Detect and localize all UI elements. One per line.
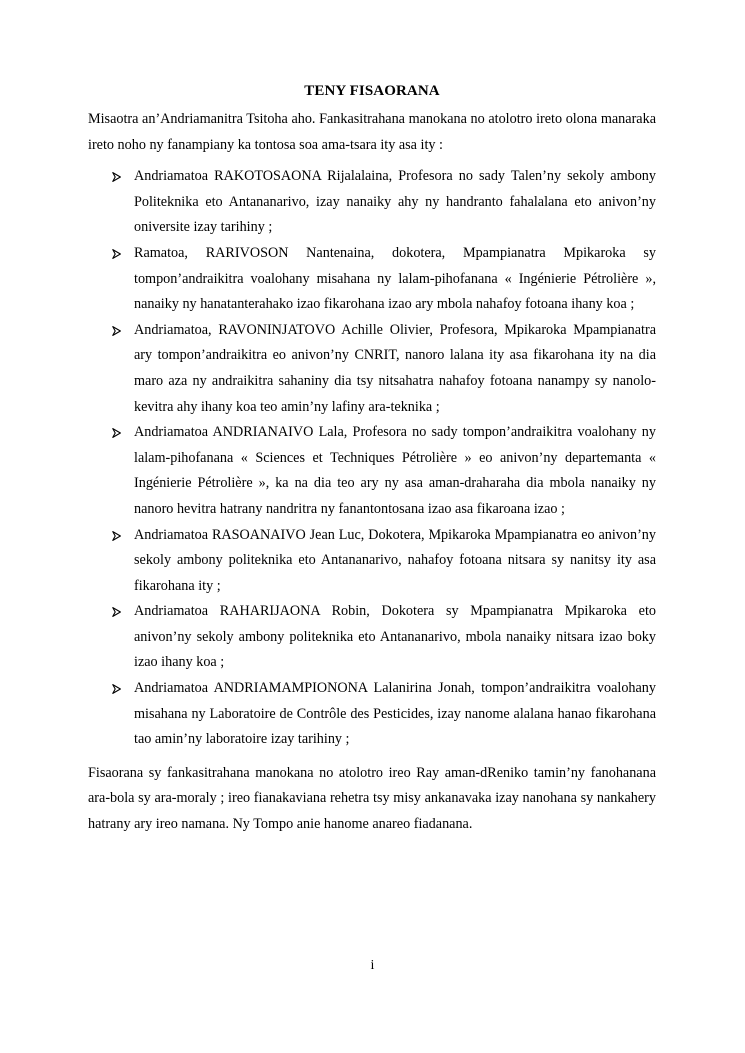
list-item-text: Ramatoa, RARIVOSON Nantenaina, dokotera, Mpampianatra Mpikaroka sy tompon’andraikitra voalohany misahana ny lalam-pihofanana « Ingénierie Pétrolière », nanaiky ny hanatanterahako izao fikarohana izao ary mbola nahafoy fotoana ihany koa ; xyxy=(134,244,656,313)
arrowhead-bullet-icon xyxy=(112,531,121,541)
list-item xyxy=(88,318,656,420)
list-item-text: Andriamatoa RASOANAIVO Jean Luc, Dokotera, Mpikaroka Mpampianatra eo anivon’ny sekoly ambony politeknika eto Antananarivo, nahafoy fotoana nitsara sy nanitsy ity asa fikarohana ity ; xyxy=(134,526,656,594)
list-item-text: Andriamatoa ANDRIAMAMPIONONA Lalanirina Jonah, tompon’andraikitra voalohany misahana ny Laboratoire de Contrôle des Pesticides, izay nanome alalana hanao fikarohana tao amin’ny laboratoire izay tarihiny ; xyxy=(134,680,656,748)
list-item xyxy=(88,599,656,676)
arrowhead-bullet-icon xyxy=(112,428,121,438)
intro-paragraph: Misaotra an’Andriamanitra Tsitoha aho. Fankasitrahana manokana no atolotro ireto olona manaraka ireto noho ny fanampiany ka tontosa soa ama-tsara ity asa ity : xyxy=(88,111,656,153)
arrowhead-bullet-icon xyxy=(112,249,121,259)
list-item xyxy=(88,523,656,600)
page-number: i xyxy=(370,958,375,973)
list-item-text: Andriamatoa, RAVONINJATOVO Achille Olivier, Profesora, Mpikaroka Mpampianatra ary tompon’andraikitra eo anivon’ny CNRIT, nanoro lalana ity asa fikarohana ity na dia maro aza ny andraikitra sahaniny dia tsy nitsahatra nahafoy fotoana nanampy sy nanolo-kevitra ahy ihany koa teo amin’ny lafiny ara-teknika ; xyxy=(134,321,656,415)
list-item-text: Andriamatoa ANDRIANAIVO Lala, Profesora no sady tompon’andraikitra voalohany ny lalam-pihofanana « Sciences et Techniques Pétrolière » eo anivon’ny departemanta « Ingénierie Pétrolière », ka na dia teo ary ny asa aman-draharaha dia mbola nanaiky ny nanoro hevitra hatrany nandritra ny fanantontosana izao asa fikaroana izao ; xyxy=(134,424,656,517)
arrowhead-bullet-icon xyxy=(112,684,121,694)
acknowledgement-list xyxy=(88,164,656,753)
closing-paragraph: Fisaorana sy fankasitrahana manokana no atolotro ireo Ray aman-dReniko tamin’ny fanohanana ara-bola sy ara-moraly ; ireo fianakaviana rehetra tsy misy ankanavaka izay nanohana sy nankahery hatrany ary ireo namana. Ny Tompo anie hanome anareo fiadanana. xyxy=(88,764,656,833)
page-title: TENY FISAORANA xyxy=(304,83,440,99)
list-item xyxy=(88,164,656,241)
list-item xyxy=(88,241,656,318)
list-item-text: Andriamatoa RAKOTOSAONA Rijalalaina, Profesora no sady Talen’ny sekoly ambony Politeknika eto Antananarivo, izay nanaiky ahy ny handranto fahalalana eto anivon’ny oniversite izay tarihiny ; xyxy=(134,168,656,236)
list-item-text: Andriamatoa RAHARIJAONA Robin, Dokotera sy Mpampianatra Mpikaroka eto anivon’ny sekoly ambony politeknika eto Antananarivo, mbola nanaiky nitsara izao boky izao ihany koa ; xyxy=(134,603,656,671)
arrowhead-bullet-icon xyxy=(112,172,121,182)
list-item xyxy=(88,676,656,753)
document-page xyxy=(88,81,656,838)
list-item xyxy=(88,420,656,522)
arrowhead-bullet-icon xyxy=(112,326,121,336)
arrowhead-bullet-icon xyxy=(112,607,121,617)
